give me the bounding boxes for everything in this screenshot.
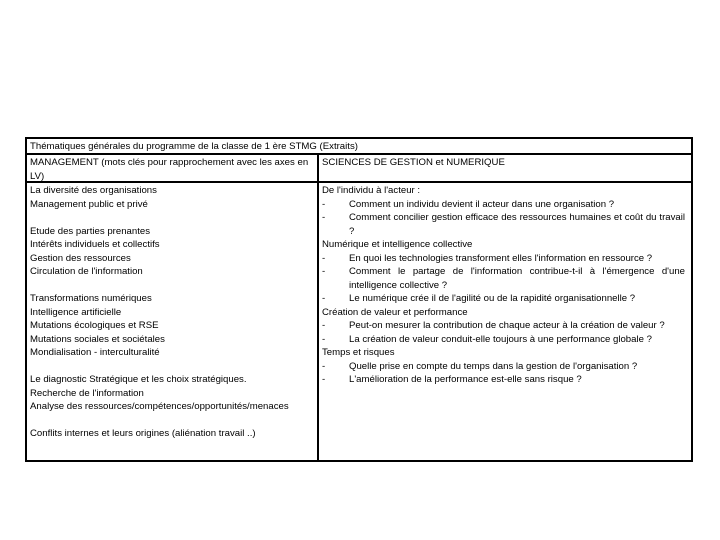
- question-item: [322, 292, 685, 306]
- dash-bullet: -: [322, 374, 326, 385]
- question-item: [322, 265, 685, 292]
- question-item: [322, 211, 685, 238]
- question-item: [322, 373, 685, 387]
- management-keyword: Mutations écologiques et RSE: [30, 320, 159, 331]
- dash-bullet: -: [322, 333, 326, 345]
- question-text: L'amélioration de la performance est-elle sans risque ?: [349, 374, 582, 385]
- management-keyword: Intérêts individuels et collectifs: [30, 239, 160, 250]
- question-text: La création de valeur conduit-elle toujours à une performance globale ?: [349, 333, 652, 345]
- program-table: [25, 137, 693, 462]
- question-item: [322, 333, 685, 347]
- management-keyword: Conflits internes et leurs origines (aliénation travail ..): [30, 428, 256, 439]
- dash-bullet: -: [322, 360, 326, 372]
- management-keyword: Le diagnostic Stratégique et les choix stratégiques.: [30, 374, 247, 385]
- question-text: En quoi les technologies transforment elles l'information en ressource ?: [349, 252, 653, 264]
- question-text: Comment concilier gestion efficace des ressources humaines et coût du travail ?: [349, 212, 685, 237]
- dash-bullet: -: [322, 293, 326, 304]
- sciences-gestion-column: [319, 183, 691, 460]
- question-item: [322, 198, 685, 212]
- question-text: Peut-on mesurer la contribution de chaque acteur à la création de valeur ?: [349, 320, 665, 331]
- dash-bullet: -: [322, 198, 326, 210]
- section-heading: Temps et risques: [322, 347, 395, 358]
- management-keyword: Recherche de l'information: [30, 387, 144, 399]
- question-text: Le numérique crée il de l'agilité ou de la rapidité organisationnelle ?: [349, 293, 636, 304]
- question-item: [322, 360, 685, 374]
- management-keyword: Mutations sociales et sociétales: [30, 333, 165, 345]
- dash-bullet: -: [322, 320, 326, 331]
- dash-bullet: -: [322, 252, 326, 264]
- dash-bullet: -: [322, 266, 326, 277]
- dash-bullet: -: [322, 212, 326, 223]
- section-heading: De l'individu à l'acteur :: [322, 185, 421, 196]
- question-text: Comment le partage de l'information contribue-t-il à l'émergence d'une intelligence collective ?: [349, 266, 685, 291]
- management-keyword: Circulation de l'information: [30, 266, 143, 277]
- management-keyword: Intelligence artificielle: [30, 306, 122, 318]
- management-keyword: Transformations numériques: [30, 293, 152, 304]
- management-keyword: [30, 279, 314, 293]
- section-heading: Numérique et intelligence collective: [322, 239, 473, 250]
- sciences-gestion-header: SCIENCES DE GESTION et NUMERIQUE: [319, 155, 691, 183]
- management-keyword: Etude des parties prenantes: [30, 225, 151, 237]
- question-text: Comment un individu devient il acteur dans une organisation ?: [349, 198, 615, 210]
- management-keyword: Mondialisation - interculturalité: [30, 347, 160, 358]
- question-item: [322, 252, 685, 266]
- management-keyword: Management public et privé: [30, 198, 148, 210]
- management-keyword: La diversité des organisations: [30, 185, 157, 196]
- management-keyword: Gestion des ressources: [30, 252, 131, 264]
- question-text: Quelle prise en compte du temps dans la gestion de l'organisation ?: [349, 360, 638, 372]
- management-header: MANAGEMENT (mots clés pour rapprochement avec les axes en LV): [27, 155, 319, 183]
- section-heading: Création de valeur et performance: [322, 306, 468, 318]
- question-item: [322, 319, 685, 333]
- management-keyword: Analyse des ressources/compétences/opportunités/menaces: [30, 401, 289, 412]
- management-keyword: [30, 414, 314, 428]
- management-column: [27, 183, 319, 460]
- management-keyword: [30, 360, 314, 374]
- management-keyword: [30, 211, 314, 225]
- table-title: Thématiques générales du programme de la classe de 1 ère STMG (Extraits): [27, 139, 691, 155]
